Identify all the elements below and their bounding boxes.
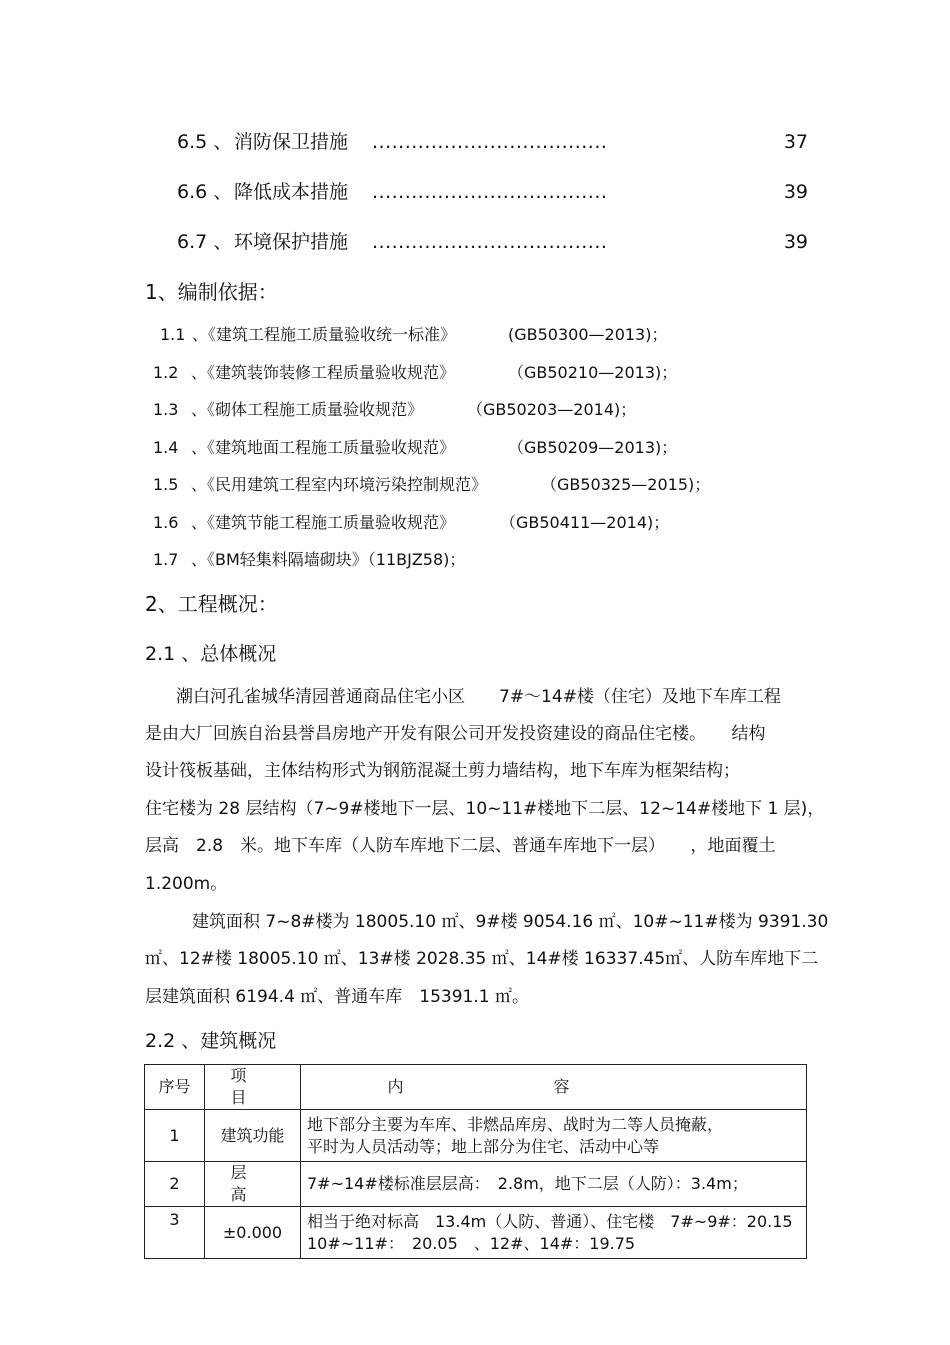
cell-no: 1 <box>145 1110 205 1162</box>
header-cell-content <box>301 1065 807 1110</box>
cell-content-line: 平时为人员活动等；地上部分为住宅、活动中心等 <box>307 1136 660 1156</box>
subsection-heading-general: 2.1 、总体概况 <box>145 643 277 665</box>
paragraph-line: 层建筑面积 6194.4 ㎡、普通车库 15391.1 ㎡。 <box>145 987 529 1007</box>
reference-number: 1.6 <box>153 513 179 532</box>
reference-number: 1.5 <box>153 475 179 494</box>
cell-item-text: 层高 <box>230 1163 275 1204</box>
building-overview-table <box>144 1064 807 1259</box>
reference-number: 1.4 <box>153 438 179 457</box>
cell-content-line: 7#~14#楼标准层层高： 2.8m，地下二层（人防）：3.4m； <box>307 1174 748 1193</box>
paragraph-line: 是由大厂回族自治县誉昌房地产开发有限公司开发投资建设的商品住宅楼。 结构 <box>145 724 766 744</box>
reference-number: 1.7 <box>153 550 179 569</box>
cell-content <box>301 1110 807 1162</box>
toc-row <box>177 228 810 256</box>
reference-title: 、《BM轻集料隔墙砌块》（11BJZ58)； <box>191 550 466 569</box>
toc-page-number: 39 <box>783 231 808 253</box>
toc-number: 6.6 、 <box>177 181 233 203</box>
cell-content <box>301 1207 807 1259</box>
toc-title: 环境保护措施 <box>234 231 349 253</box>
cell-item: ±0.000 <box>205 1207 301 1259</box>
toc-row <box>177 178 810 206</box>
reference-title: 、《建筑节能工程施工质量验收规范》 <box>191 513 456 532</box>
subsection-heading-building: 2.2 、建筑概况 <box>145 1030 277 1052</box>
cell-no: 2 <box>145 1162 205 1207</box>
reference-item <box>153 548 793 572</box>
paragraph-line: 层高 2.8 米。地下车库（人防车库地下二层、普通车库地下一层） ，地面覆土 <box>145 836 776 856</box>
reference-title: 、《建筑地面工程施工质量验收规范》 <box>191 438 456 457</box>
paragraph-line: ㎡、12#楼 18005.10 ㎡、13#楼 2028.35 ㎡、14#楼 16337.45㎡、人防车库地下二 <box>145 949 819 969</box>
cell-content-line: 10#~11#： 20.05 、12#、14#：19.75 <box>307 1233 636 1253</box>
toc-leader-dots: .................................... <box>372 131 608 153</box>
cell-content-line: 相当于绝对标高 13.4m（人防、普通）、住宅楼 7#~9#：20.15 <box>307 1211 793 1231</box>
header-cell-no: 序号 <box>145 1065 205 1110</box>
header-cell-item <box>205 1065 301 1110</box>
paragraph-line: 1.200m。 <box>145 874 228 894</box>
cell-item: 建筑功能 <box>205 1110 301 1162</box>
reference-title: 、《砌体工程施工质量验收规范》 <box>191 400 424 419</box>
paragraph-line: 建筑面积 7~8#楼为 18005.10 ㎡、9#楼 9054.16 ㎡、10#~11#楼为 9391.30 <box>192 912 829 932</box>
table-row <box>145 1207 807 1259</box>
reference-code: (GB50300—2013)； <box>508 325 668 344</box>
toc-row <box>177 128 810 156</box>
paragraph-line: 潮白河孔雀城华清园普通商品住宅小区 7#～14#楼（住宅）及地下车库工程 <box>176 687 781 707</box>
reference-title: 、《建筑装饰装修工程质量验收规范》 <box>191 363 456 382</box>
reference-code: （GB50411—2014)； <box>500 513 670 532</box>
toc-number: 6.5 、 <box>177 131 233 153</box>
cell-content-line: 地下部分主要为车库、非燃品库房、战时为二等人员掩蔽， <box>307 1114 724 1134</box>
paragraph-line: 住宅楼为 28 层结构（7~9#楼地下一层、10~11#楼地下二层、12~14#楼地下 1 层)， <box>145 799 825 819</box>
toc-page-number: 37 <box>783 131 808 153</box>
table-header-row <box>145 1065 807 1110</box>
reference-number: 1.2 <box>153 363 179 382</box>
reference-item <box>160 323 800 347</box>
toc-number: 6.7 、 <box>177 231 233 253</box>
reference-item <box>153 398 793 422</box>
reference-code: （GB50203—2014)； <box>467 400 637 419</box>
reference-item <box>153 511 793 535</box>
cell-content <box>301 1162 807 1207</box>
toc-title: 消防保卫措施 <box>234 131 349 153</box>
toc-title: 降低成本措施 <box>234 181 349 203</box>
cell-no: 3 <box>145 1207 205 1259</box>
reference-number: 1.1 <box>160 325 186 344</box>
reference-item <box>153 473 793 497</box>
header-content-text: 内容 <box>387 1077 720 1096</box>
paragraph-line: 设计筏板基础，主体结构形式为钢筋混凝土剪力墙结构，地下车库为框架结构； <box>145 761 740 781</box>
table-row <box>145 1162 807 1207</box>
reference-number: 1.3 <box>153 400 179 419</box>
reference-code: （GB50325—2015)； <box>541 475 711 494</box>
section-heading-basis: 1、编制依据： <box>145 280 278 304</box>
reference-item <box>153 361 793 385</box>
reference-title: 、《建筑工程施工质量验收统一标准》 <box>192 325 457 344</box>
toc-leader-dots: .................................... <box>372 231 608 253</box>
reference-code: （GB50209—2013)； <box>508 438 678 457</box>
header-item-text: 项目 <box>230 1066 275 1107</box>
cell-item <box>205 1162 301 1207</box>
toc-page-number: 39 <box>783 181 808 203</box>
reference-item <box>153 436 793 460</box>
section-heading-overview: 2、工程概况： <box>145 592 278 616</box>
toc-leader-dots: .................................... <box>372 181 608 203</box>
table-row <box>145 1110 807 1162</box>
reference-code: （GB50210—2013)； <box>508 363 678 382</box>
reference-title: 、《民用建筑工程室内环境污染控制规范》 <box>191 475 488 494</box>
